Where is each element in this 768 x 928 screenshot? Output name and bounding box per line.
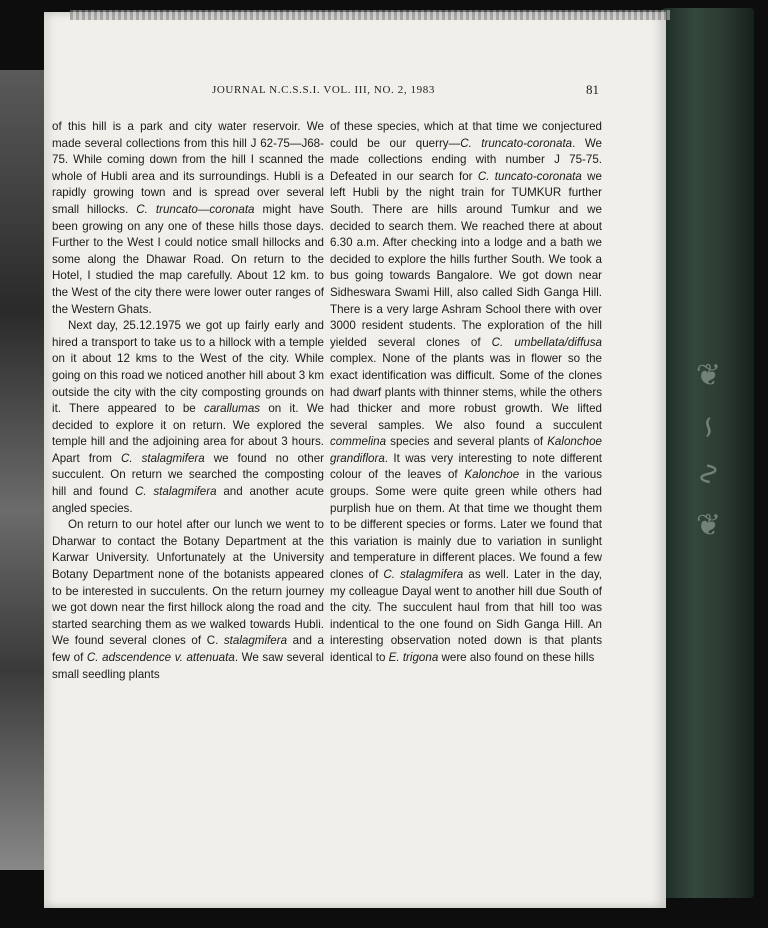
page-number: 81 [586, 82, 599, 97]
right-column [330, 119, 602, 667]
paragraph: Next day, 25.12.1975 we got up fairly early and hired a transport to take us to a hillock with a temple on it about 12 kms to the West of the city. While going on this road we noticed another hill about 3 km outside the city with the city composting grounds on it. There appeared to be carallumas on it. We decided to explore it on return. We explored the temple hill and the adjoining area for about 3 hours. Apart from C. stalagmifera we found no other succulent. On return we searched the composting hill and found C. stalagmifera and another acute angled species. [52, 319, 324, 515]
left-column [52, 119, 324, 683]
page-header [44, 84, 666, 104]
spine-lettering: ❦ ∽ ∿ ❦ [691, 357, 726, 549]
book-page [44, 12, 666, 908]
paragraph: On return to our hotel after our lunch we went to Dharwar to contact the Botany Department at the Karwar University. Unfortunately at the University Botany Department none of the botanists appeared to be interested in succulents. On the return journey we got down near the first hillock along the road and started searching them as we walked towards Hubli. We found several clones of C. stalagmifera and a few of C. adscendence v. attenuata. We saw several small seedling plants [52, 518, 325, 681]
paragraph: of this hill is a park and city water reservoir. We made several collections from this hill J 62-75—J68-75. While coming down from the hill I scanned the whole of Hubli area and its surroundings. Hubli is a rapidly growing town and is spread over several small hillocks. C. truncato—coronata might have been growing on any one of these hills those days. Further to the West I could notice small hillocks and some along the Dhawar Road. On return to the Hotel, I studied the map carefully. About 12 km. to the West of the city there were lower outer ranges of the Western Ghats. [52, 120, 324, 316]
adjacent-page-edge [0, 70, 48, 870]
journal-title: JOURNAL N.C.S.S.I. VOL. III, NO. 2, 1983 [212, 84, 435, 96]
paragraph: of these species, which at that time we conjectured could be our querry—C. truncato-coronata. We made collections ending with number J 75-75. Defeated in our search for C. tuncato-coronata we left Hubli by the night train for TUMKUR further South. There are hills around Tumkur and we decided to search them. We reached there at about 6.30 a.m. After checking into a lodge and a bath we decided to explore the hills further South. We took a bus going towards Bangalore. We got down near Sidheswara Swami Hill, also called Sidh Ganga Hill. There is a very large Ashram School there with over 3000 resident students. The exploration of the hill yielded several clones of C. umbellata/diffusa complex. None of the plants was in flower so the exact identification was difficult. Some of the clones had dwarf plants with thinner stems, while the others had thicker and more robust growth. We lifted several samples. We also found a succulent commelina species and several plants of Kalonchoe grandiflora. It was very interesting to note different colour of the leaves of Kalonchoe in the various groups. Some were quite green while others had purplish hue on them. At that time we thought them to be different species or forms. Later we found that this variation is mainly due to variation in sunlight and temperature in different places. We found a few clones of C. stalagmifera as well. Later in the day, my colleague Dayal went to another hill due South of the city. The succulent haul from that hill too was indentical to the one found on Sidh Ganga Hill. An interesting observation noted down is that plants identical to E. trigona were also found on these hills [330, 120, 603, 664]
scan-top-edge [70, 10, 670, 20]
book-spine [662, 8, 754, 898]
